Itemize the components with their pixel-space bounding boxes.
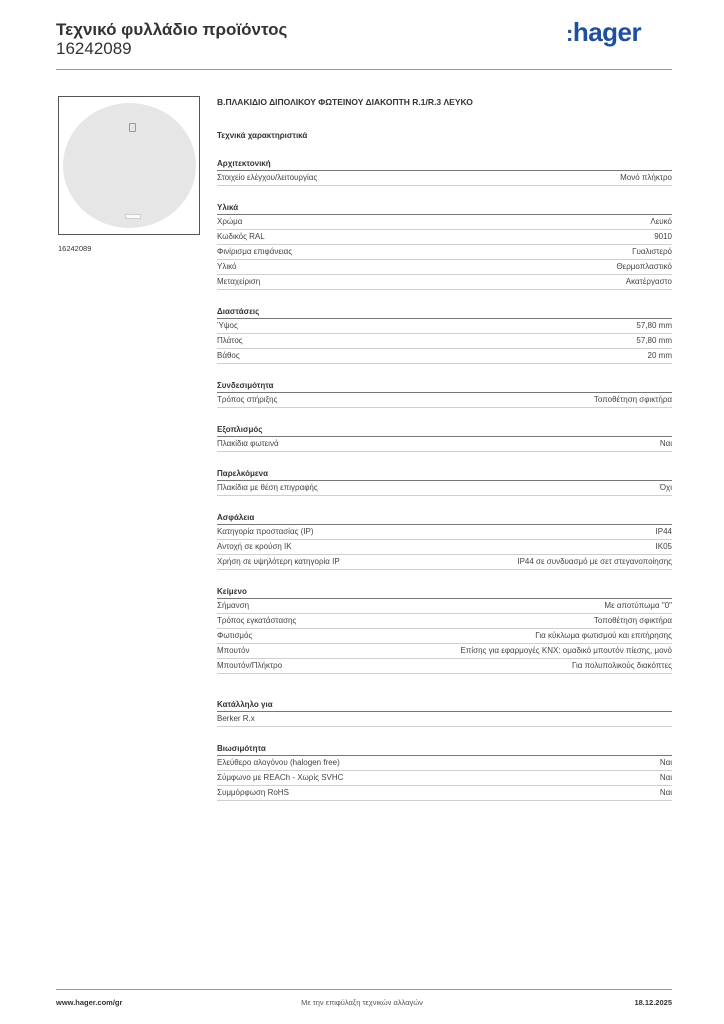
section-title: Κατάλληλο για	[217, 698, 672, 712]
spec-value: Ναι	[659, 758, 672, 767]
footer-divider	[56, 989, 672, 990]
footer-date: 18.12.2025	[634, 998, 672, 1007]
spec-value: Θερμοπλαστικό	[616, 262, 672, 271]
section-title: Διαστάσεις	[217, 305, 672, 319]
indicator-slot	[125, 214, 141, 219]
product-image	[58, 96, 200, 235]
spec-label: Πλάτος	[217, 336, 243, 345]
spec-label: Βάθος	[217, 351, 240, 360]
spec-value: Για κύκλωμα φωτισμού και επιτήρησης	[535, 631, 672, 640]
section-title: Παρελκόμενα	[217, 467, 672, 481]
spec-label: Τρόπος εγκατάστασης	[217, 616, 297, 625]
spec-section	[217, 698, 672, 727]
spec-value: Λευκό	[650, 217, 672, 226]
section-title: Συνδεσιμότητα	[217, 379, 672, 393]
spec-label: Φωτισμός	[217, 631, 253, 640]
spec-subtitle: Τεχνικά χαρακτηριστικά	[217, 131, 308, 140]
section-title: Βιωσιμότητα	[217, 742, 672, 756]
spec-row	[217, 230, 672, 245]
section-title: Υλικά	[217, 201, 672, 215]
spec-label: Αντοχή σε κρούση IK	[217, 542, 292, 551]
section-title: Κείμενο	[217, 585, 672, 599]
section-title: Ασφάλεια	[217, 511, 672, 525]
spec-label: Berker R.x	[217, 714, 255, 723]
spec-section	[217, 379, 672, 408]
spec-row	[217, 629, 672, 644]
spec-row	[217, 614, 672, 629]
spec-row	[217, 756, 672, 771]
spec-content	[217, 96, 672, 801]
spec-section	[217, 305, 672, 364]
spec-row	[217, 171, 672, 186]
spec-value: Τοποθέτηση σφικτήρα	[593, 616, 672, 625]
spec-label: Κωδικός RAL	[217, 232, 265, 241]
spec-value: IK05	[655, 542, 672, 551]
spec-label: Χρήση σε υψηλότερη κατηγορία IP	[217, 557, 340, 566]
spec-label: Σύμφωνο με REACh - Χωρίς SVHC	[217, 773, 344, 782]
section-title: Εξοπλισμός	[217, 423, 672, 437]
image-caption: 16242089	[58, 244, 92, 253]
section-title: Αρχιτεκτονική	[217, 157, 672, 171]
spec-label: Μπουτόν	[217, 646, 250, 655]
footer-note: Με την επιφύλαξη τεχνικών αλλαγών	[301, 998, 423, 1007]
spec-label: Υλικό	[217, 262, 237, 271]
spec-label: Πλακίδια φωτεινά	[217, 439, 279, 448]
spec-row	[217, 275, 672, 290]
spec-value: 9010	[654, 232, 672, 241]
spec-value: IP44	[655, 527, 672, 536]
spec-label: Ελεύθερο αλογόνου (halogen free)	[217, 758, 340, 767]
spec-row	[217, 712, 672, 727]
spec-row	[217, 659, 672, 674]
spec-value: Όχι	[659, 483, 672, 492]
spec-value: Με αποτύπωμα "0"	[604, 601, 672, 610]
spec-row	[217, 437, 672, 452]
spec-label: Μεταχείριση	[217, 277, 261, 286]
spec-value: Μονό πλήκτρο	[620, 173, 672, 182]
spec-row	[217, 525, 672, 540]
spec-row	[217, 771, 672, 786]
spec-label: Σήμανση	[217, 601, 250, 610]
spec-row	[217, 260, 672, 275]
spec-label: Τρόπος στήριξης	[217, 395, 278, 404]
switch-plate-illustration	[63, 103, 196, 228]
spec-value: Γυαλιστερό	[632, 247, 672, 256]
spec-row	[217, 319, 672, 334]
spec-label: Χρώμα	[217, 217, 243, 226]
spec-section	[217, 423, 672, 452]
product-code: 16242089	[56, 39, 132, 58]
zero-symbol-icon	[129, 123, 136, 132]
spec-value: 57,80 mm	[636, 321, 672, 330]
spec-value: 57,80 mm	[636, 336, 672, 345]
spec-value: Ναι	[659, 773, 672, 782]
spec-label: Πλακίδια με θέση επιγραφής	[217, 483, 318, 492]
spec-section	[217, 511, 672, 570]
spec-row	[217, 245, 672, 260]
footer-website[interactable]: www.hager.com/gr	[56, 998, 123, 1007]
spec-label: Ύψος	[217, 321, 238, 330]
hager-logo: :hager	[566, 17, 642, 47]
spec-value: Ναι	[659, 439, 672, 448]
document-title: Τεχνικό φυλλάδιο προϊόντος	[56, 20, 288, 39]
spec-label: Συμμόρφωση RoHS	[217, 788, 289, 797]
spec-value: Για πολυπολικούς διακόπτες	[571, 661, 672, 670]
spec-row	[217, 349, 672, 364]
spec-section	[217, 201, 672, 290]
spec-row	[217, 786, 672, 801]
header-divider	[56, 69, 672, 70]
spec-sections	[217, 157, 672, 801]
spec-section	[217, 467, 672, 496]
spec-section	[217, 585, 672, 674]
spec-row	[217, 481, 672, 496]
spec-row	[217, 334, 672, 349]
spec-label: Κατηγορία προστασίας (IP)	[217, 527, 314, 536]
spec-value: Επίσης για εφαρμογές KNX: ομαδικό μπουτόν πίεσης, μονό	[460, 646, 672, 655]
spec-label: Μπουτόν/Πλήκτρο	[217, 661, 283, 670]
spec-value: Ακατέργαστο	[625, 277, 672, 286]
spec-row	[217, 599, 672, 614]
spec-row	[217, 644, 672, 659]
spec-row	[217, 540, 672, 555]
spec-section	[217, 742, 672, 801]
spec-value: 20 mm	[647, 351, 672, 360]
spec-label: Φινίρισμα επιφάνειας	[217, 247, 293, 256]
spec-value: Τοποθέτηση σφικτήρα	[593, 395, 672, 404]
spec-section	[217, 157, 672, 186]
spec-label: Στοιχείο ελέγχου/λειτουργίας	[217, 173, 318, 182]
spec-value: IP44 σε συνδυασμό με σετ στεγανοποίησης	[517, 557, 672, 566]
spec-row	[217, 555, 672, 570]
spec-row	[217, 393, 672, 408]
spec-row	[217, 215, 672, 230]
product-name: B.ΠΛΑΚΙΔΙΟ ΔΙΠΟΛΙΚΟΥ ΦΩΤΕΙΝΟΥ ΔΙΑΚΟΠΤΗ R.1/R.3 ΛΕΥΚΟ	[217, 97, 473, 107]
spec-value: Ναι	[659, 788, 672, 797]
